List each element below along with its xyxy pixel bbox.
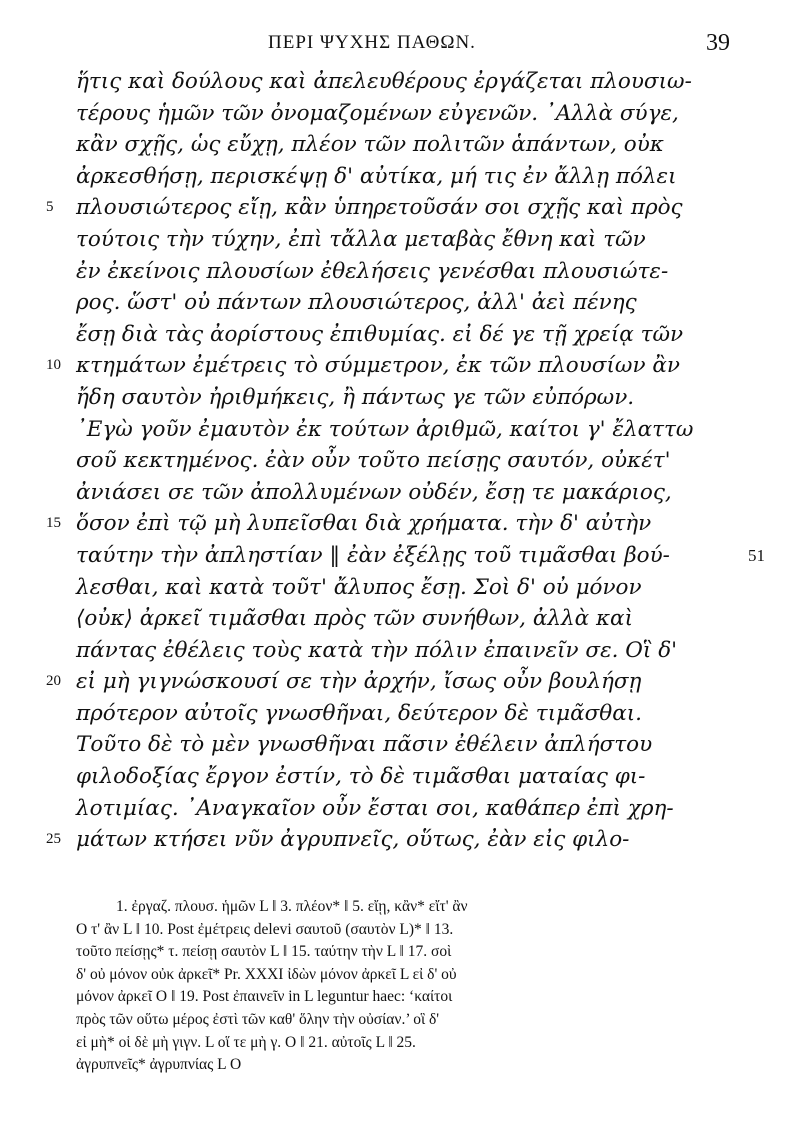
line-number: 10 [46,357,61,374]
line-number: 20 [46,673,61,690]
main-text [0,66,800,856]
line-text: ρος. ὥστ' οὐ πάντων πλουσιώτερος, ἀλλ' ἀεὶ πένης [76,290,637,316]
footnote-line: πρὸς τῶν οὕτω μέρος ἐστὶ τῶν καθ' ὅλην τὴν οὐσίαν.’ οἳ δ' [76,1010,440,1028]
line-text: κτημάτων ἐμέτρεις τὸ σύμμετρον, ἐκ τῶν πλουσίων ἂν [76,353,680,379]
footnote-line: O τ' ἂν L ‖ 10. Post ἐμέτρεις delevi σαυτοῦ (σαυτὸν L)* ‖ 13. [76,920,454,938]
line-text: τούτοις τὴν τύχην, ἐπὶ τἄλλα μεταβὰς ἔθνη καὶ τῶν [76,226,646,252]
footnote-line: μόνον ἀρκεῖ O ‖ 19. Post ἐπαινεῖν in L leguntur haec: ‘καίτοι [76,988,453,1006]
text-line [0,224,800,256]
line-text: ᾿Εγὼ γοῦν ἐμαυτὸν ἐκ τούτων ἀριθμῶ, καίτοι γ' ἔλαττω [76,416,694,442]
line-text: Τοῦτο δὲ τὸ μὲν γνωσθῆναι πᾶσιν ἐθέλειν ἀπλήστου [76,732,653,758]
line-text: ⟨οὐκ⟩ ἀρκεῖ τιμᾶσθαι πρὸς τῶν συνήθων, ἀλλὰ καὶ [76,606,634,632]
text-line [0,129,800,161]
line-text: ἀρκεσθήσῃ, περισκέψῃ δ' αὐτίκα, μή τις ἐν ἄλλῃ πόλει [76,163,677,189]
footnote-line: δ' οὐ μόνον οὐκ ἀρκεῖ* Pr. XXXI ἰδὼν μόνον ἀρκεῖ L εἰ δ' οὐ [76,965,457,983]
text-line [0,698,800,730]
line-text: πρότερον αὐτοῖς γνωσθῆναι, δεύτερον δὲ τιμᾶσθαι. [76,700,643,726]
text-line [0,572,800,604]
line-text: φιλοδοξίας ἔργον ἐστίν, τὸ δὲ τιμᾶσθαι ματαίας φι- [76,764,646,790]
line-text: σοῦ κεκτημένος. ἐὰν οὖν τοῦτο πείσῃς σαυτόν, οὐκέτ' [76,448,671,474]
line-text: λεσθαι, καὶ κατὰ τοῦτ' ἄλυπος ἔσῃ. Σοὶ δ' οὐ μόνον [76,574,642,600]
line-text: λοτιμίας. ᾿Αναγκαῖον οὖν ἔσται σοι, καθάπερ ἐπὶ χρη- [76,795,674,821]
line-text: ἔσῃ διὰ τὰς ἀορίστους ἐπιθυμίας. εἰ δέ γε τῇ χρείᾳ τῶν [76,321,684,347]
page-header [0,30,800,60]
text-line [0,761,800,793]
line-number: 15 [46,515,61,532]
line-text: ἤδη σαυτὸν ἠριθμήκεις, ἢ πάντως γε τῶν εὐπόρων. [76,384,635,410]
footnote-line: 1. ἐργαζ. πλουσ. ἡμῶν L ‖ 3. πλέον* ‖ 5. εἴῃ, κἂν* εἴτ' ἂν [116,898,468,915]
text-line [0,793,800,825]
footnote-line: εἰ μὴ* οἱ δὲ μὴ γιγν. L οἵ τε μὴ γ. O ‖ 21. αὐτοῖς L ‖ 25. [76,1033,416,1051]
running-title: ΠΕΡΙ ΨΥΧΗΣ ΠΑΘΩΝ. [268,32,476,53]
page-number: 39 [706,30,730,56]
line-text: εἰ μὴ γιγνώσκουσί σε τὴν ἀρχήν, ἴσως οὖν βουλήσῃ [76,669,642,695]
footnote-line: ἀγρυπνεῖς* ἀγρυπνίας L O [76,1056,242,1074]
line-text: πάντας ἐθέλεις τοὺς κατὰ τὴν πόλιν ἐπαινεῖν σε. Οἳ δ' [76,637,678,663]
text-line [0,98,800,130]
line-text: πλουσιώτερος εἴῃ, κἂν ὑπηρετοῦσάν σοι σχῇς καὶ πρὸς [76,195,683,221]
text-line [0,256,800,288]
line-text: μάτων κτήσει νῦν ἀγρυπνεῖς, οὕτως, ἐὰν εἰς φιλο- [76,827,630,853]
text-line [0,319,800,351]
text-line [0,161,800,193]
line-text: ταύτην τὴν ἀπληστίαν ‖ ἐὰν ἐξέλῃς τοῦ τιμᾶσθαι βού- [76,542,670,568]
line-number: 5 [46,199,54,216]
text-line [0,350,800,382]
line-text: ἐν ἐκείνοις πλουσίων ἐθελήσεις γενέσθαι πλουσιώτε- [76,258,669,284]
line-text: ἀνιάσει σε τῶν ἀπολλυμένων οὐδέν, ἔσῃ τε μακάριος, [76,479,672,505]
text-line [0,287,800,319]
text-line [0,192,800,224]
text-line [0,66,800,98]
line-text: κἂν σχῇς, ὡς εὔχῃ, πλέον τῶν πολιτῶν ἁπάντων, οὐκ [76,132,664,158]
line-text: ὅσον ἐπὶ τῷ μὴ λυπεῖσθαι διὰ χρήματα. τὴν δ' αὐτὴν [76,511,652,537]
text-line [0,414,800,446]
footnote-line: τοῦτο πείσῃς* τ. πείσῃ σαυτὸν L ‖ 15. ταύτην τὴν L ‖ 17. σοὶ [76,943,452,961]
text-line [0,508,800,540]
critical-apparatus [76,896,756,1077]
text-line [0,729,800,761]
text-line [0,603,800,635]
text-line [0,666,800,698]
text-line [0,477,800,509]
line-text: ἥτις καὶ δούλους καὶ ἀπελευθέρους ἐργάζεται πλουσιω- [76,69,692,94]
text-line [0,445,800,477]
text-line [0,382,800,414]
line-number: 25 [46,831,61,848]
text-line [0,540,800,572]
margin-reference: 51 [748,545,765,565]
text-line [0,824,800,856]
text-line [0,635,800,667]
line-text: τέρους ἡμῶν τῶν ὀνομαζομένων εὐγενῶν. ᾿Αλλὰ σύγε, [76,100,679,126]
